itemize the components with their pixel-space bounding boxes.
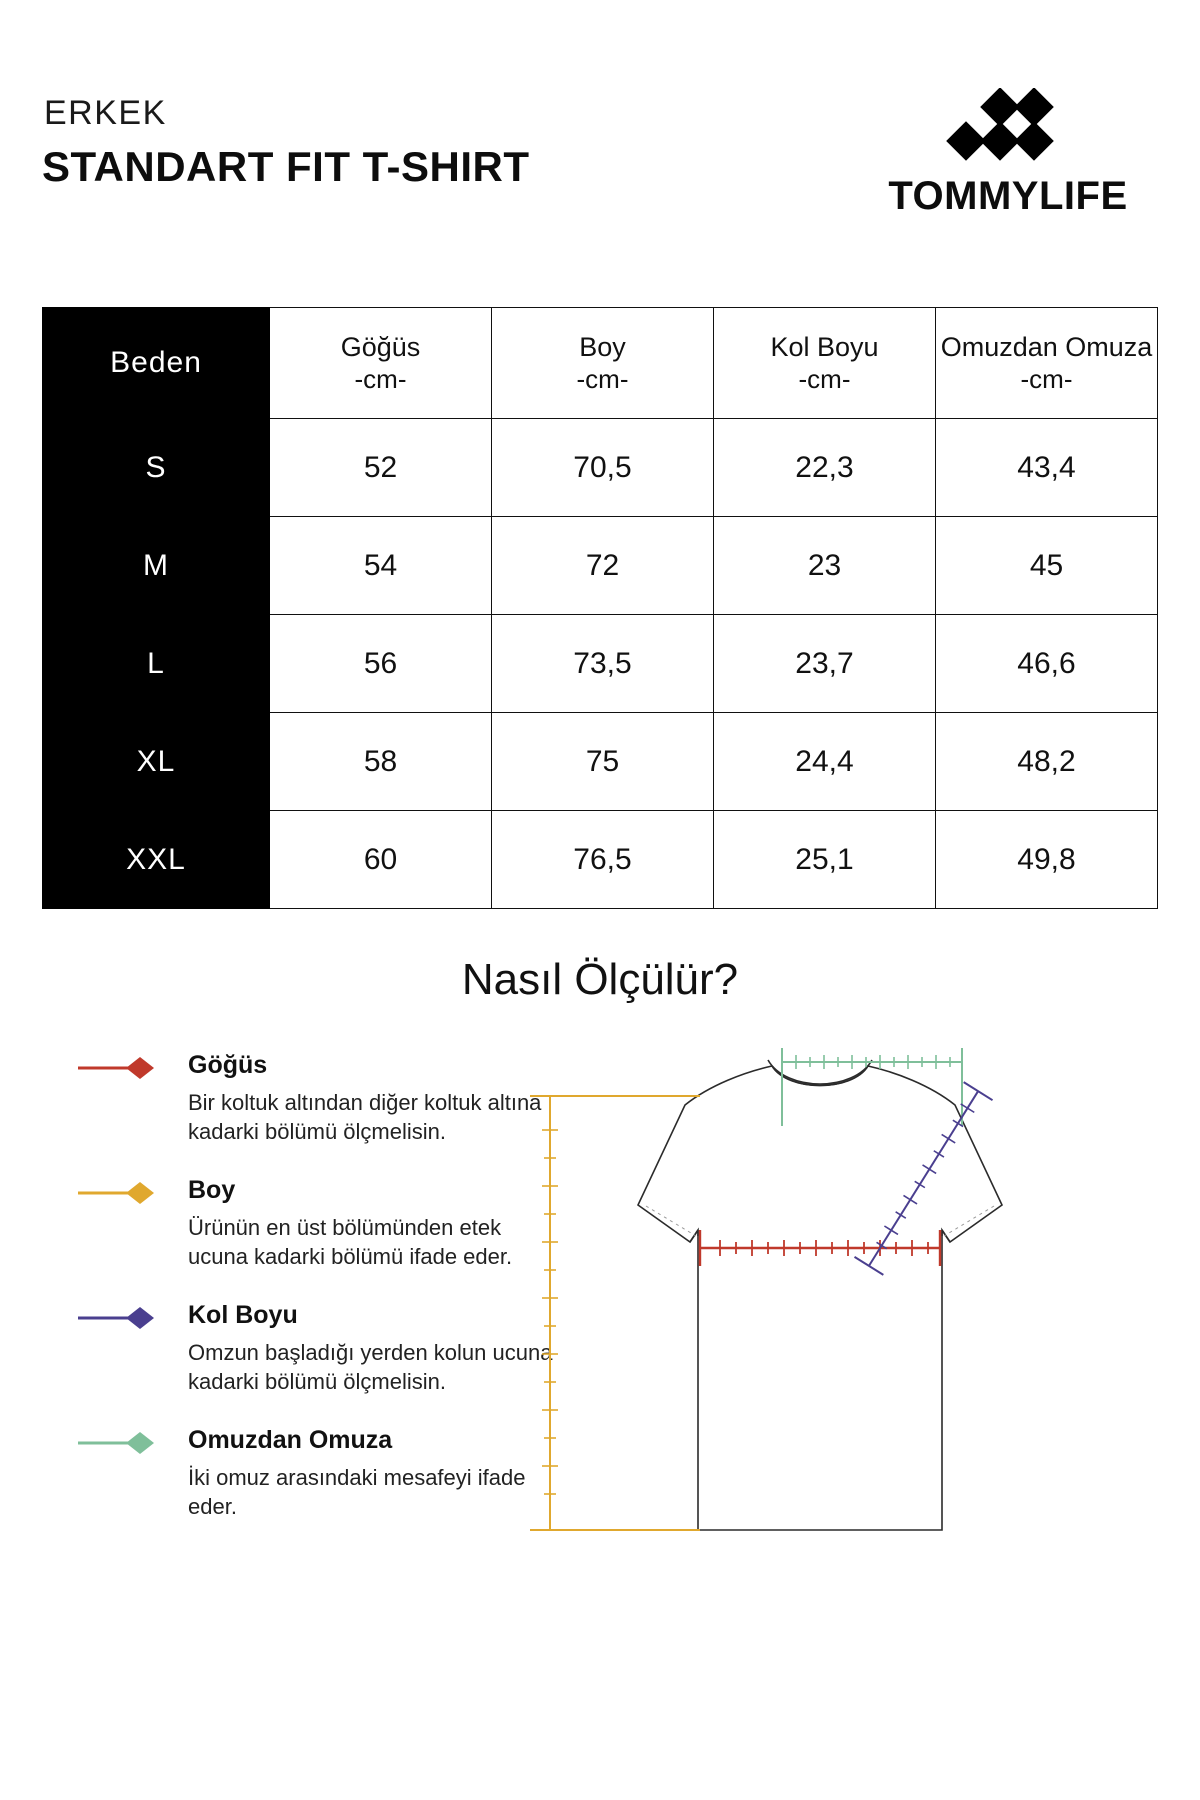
column-header-kol-boyu-label: Kol Boyu: [770, 331, 879, 362]
length-marker-icon: [78, 1180, 178, 1206]
cell-kol-boyu: 24,4: [714, 713, 936, 811]
cell-beden: L: [43, 615, 270, 713]
legend-item-gogus: [78, 1053, 558, 1146]
cell-gogus: 54: [270, 517, 492, 615]
table-row: [43, 713, 1158, 811]
chest-marker-icon: [78, 1055, 178, 1081]
diamond-grid-logo-icon: [942, 88, 1074, 166]
cell-omuzdan-omuza: 48,2: [936, 713, 1158, 811]
legend-item-omuzdan-omuza: [78, 1428, 558, 1521]
column-header-kol-boyu: [714, 308, 936, 419]
cell-gogus: 58: [270, 713, 492, 811]
column-header-gogus-unit: -cm-: [354, 363, 407, 394]
cell-gogus: 60: [270, 811, 492, 909]
cell-gogus: 52: [270, 419, 492, 517]
cell-boy: 76,5: [492, 811, 714, 909]
table-row: [43, 811, 1158, 909]
shoulder-marker-icon: [78, 1430, 178, 1456]
sleeve-marker-icon: [78, 1305, 178, 1331]
cell-boy: 72: [492, 517, 714, 615]
legend-item-boy: [78, 1178, 558, 1271]
legend-label: Göğüs: [188, 1051, 268, 1079]
table-row: [43, 615, 1158, 713]
cell-beden: XL: [43, 713, 270, 811]
legend-description: Omzun başladığı yerden kolun ucuna kadarki bölümü ölçmelisin.: [188, 1340, 553, 1395]
cell-gogus: 56: [270, 615, 492, 713]
cell-omuzdan-omuza: 43,4: [936, 419, 1158, 517]
cell-beden: XXL: [43, 811, 270, 909]
column-header-omuzdan-omuza-unit: -cm-: [1020, 363, 1073, 394]
cell-omuzdan-omuza: 45: [936, 517, 1158, 615]
column-header-kol-boyu-unit: -cm-: [798, 363, 851, 394]
column-header-omuzdan-omuza-label: Omuzdan Omuza: [940, 331, 1153, 362]
legend-label: Boy: [188, 1176, 236, 1205]
legend-label: Omuzdan Omuza: [188, 1426, 393, 1455]
header-titles: [42, 96, 530, 188]
column-header-beden: [43, 308, 270, 419]
how-to-measure-legend: [78, 1053, 558, 1553]
cell-kol-boyu: 22,3: [714, 419, 936, 517]
cell-boy: 70,5: [492, 419, 714, 517]
table-row: [43, 419, 1158, 517]
column-header-beden-label: Beden: [110, 346, 202, 380]
cell-beden: M: [43, 517, 270, 615]
legend-label: Kol Boyu: [188, 1301, 298, 1330]
column-header-gogus: [270, 308, 492, 419]
page-header: [42, 96, 1158, 246]
cell-boy: 75: [492, 713, 714, 811]
column-header-omuzdan-omuza: [936, 308, 1158, 419]
tshirt-measurement-diagram-icon: [510, 1030, 1130, 1590]
cell-boy: 73,5: [492, 615, 714, 713]
column-header-boy-label: Boy: [579, 331, 626, 362]
cell-kol-boyu: 23,7: [714, 615, 936, 713]
column-header-boy-unit: -cm-: [576, 363, 629, 394]
page-title: STANDART FIT T-SHIRT: [42, 143, 530, 190]
cell-beden: S: [43, 419, 270, 517]
table-header-row: [43, 308, 1158, 419]
size-table-head: [43, 308, 1158, 419]
how-to-measure-title: Nasıl Ölçülür?: [461, 955, 739, 1004]
legend-description: İki omuz arasındaki mesafeyi ifade eder.: [188, 1465, 526, 1520]
cell-kol-boyu: 23: [714, 517, 936, 615]
page-kicker: ERKEK: [44, 94, 167, 132]
table-row: [43, 517, 1158, 615]
size-table-body: [43, 419, 1158, 909]
brand-lockup: [858, 88, 1158, 216]
cell-kol-boyu: 25,1: [714, 811, 936, 909]
brand-name: TOMMYLIFE: [888, 174, 1128, 218]
legend-item-kol-boyu: [78, 1303, 558, 1396]
cell-omuzdan-omuza: 49,8: [936, 811, 1158, 909]
column-header-gogus-label: Göğüs: [340, 331, 421, 362]
column-header-boy: [492, 308, 714, 419]
legend-description: Bir koltuk altından diğer koltuk altına kadarki bölümü ölçmelisin.: [188, 1090, 542, 1145]
legend-description: Ürünün en üst bölümünden etek ucuna kadarki bölümü ifade eder.: [188, 1215, 513, 1270]
cell-omuzdan-omuza: 46,6: [936, 615, 1158, 713]
size-table: [42, 307, 1158, 909]
